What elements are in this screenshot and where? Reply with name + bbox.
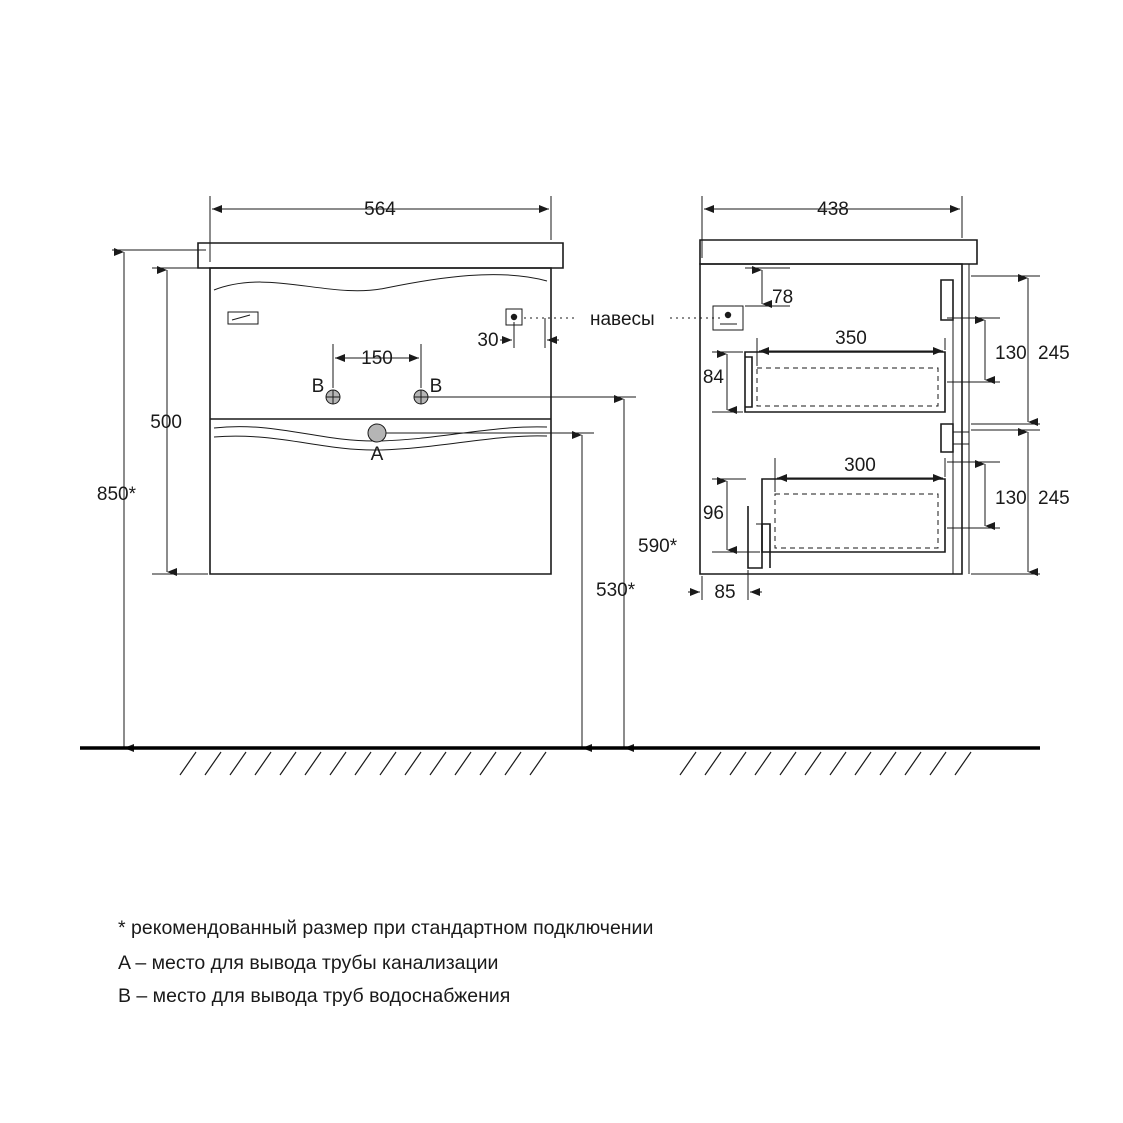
side-view-cabinet [700,240,977,574]
callout-hangers [524,309,724,330]
label-supply-left: B [311,376,325,397]
legend-line-1: * рекомендованный размер при стандартном подключении [118,917,654,939]
label-supply-right: B [429,376,443,397]
callout-hangers-label: навесы [590,309,655,330]
dim-drawer-bottom-offset: 96 [702,503,724,524]
dim-front-width: 564 [364,199,396,220]
dim-supply-height: 590* [638,536,678,557]
dim-drawer-top-offset: 84 [702,367,724,388]
dim-hanger-top: 78 [772,287,794,308]
dim-drain-height: 530* [596,580,636,601]
dim-drawer-bottom-front: 245 [1038,488,1070,509]
ground-line [80,748,1040,775]
front-dimensions [97,196,678,748]
dim-drawer-bottom-height: 130 [995,488,1027,509]
dim-drawer-top-inner: 350 [835,328,867,349]
dim-drawer-bottom-inner: 300 [844,455,876,476]
dim-front-total-height: 850* [96,484,136,505]
dim-drawer-top-height: 130 [995,343,1027,364]
label-drain: A [370,444,384,465]
front-view-cabinet [198,243,563,574]
dim-drawer-top-front: 245 [1038,343,1070,364]
dim-front-body-height: 500 [150,412,182,433]
dim-hanger-offset: 30 [477,330,499,351]
dim-supply-spacing: 150 [361,348,393,369]
legend-line-3: B – место для вывода труб водоснабжения [118,985,511,1007]
legend-block [118,917,653,1007]
legend-line-2: A – место для вывода трубы канализации [118,952,499,974]
dim-side-depth: 438 [817,199,849,220]
dim-base-offset: 85 [714,582,736,603]
